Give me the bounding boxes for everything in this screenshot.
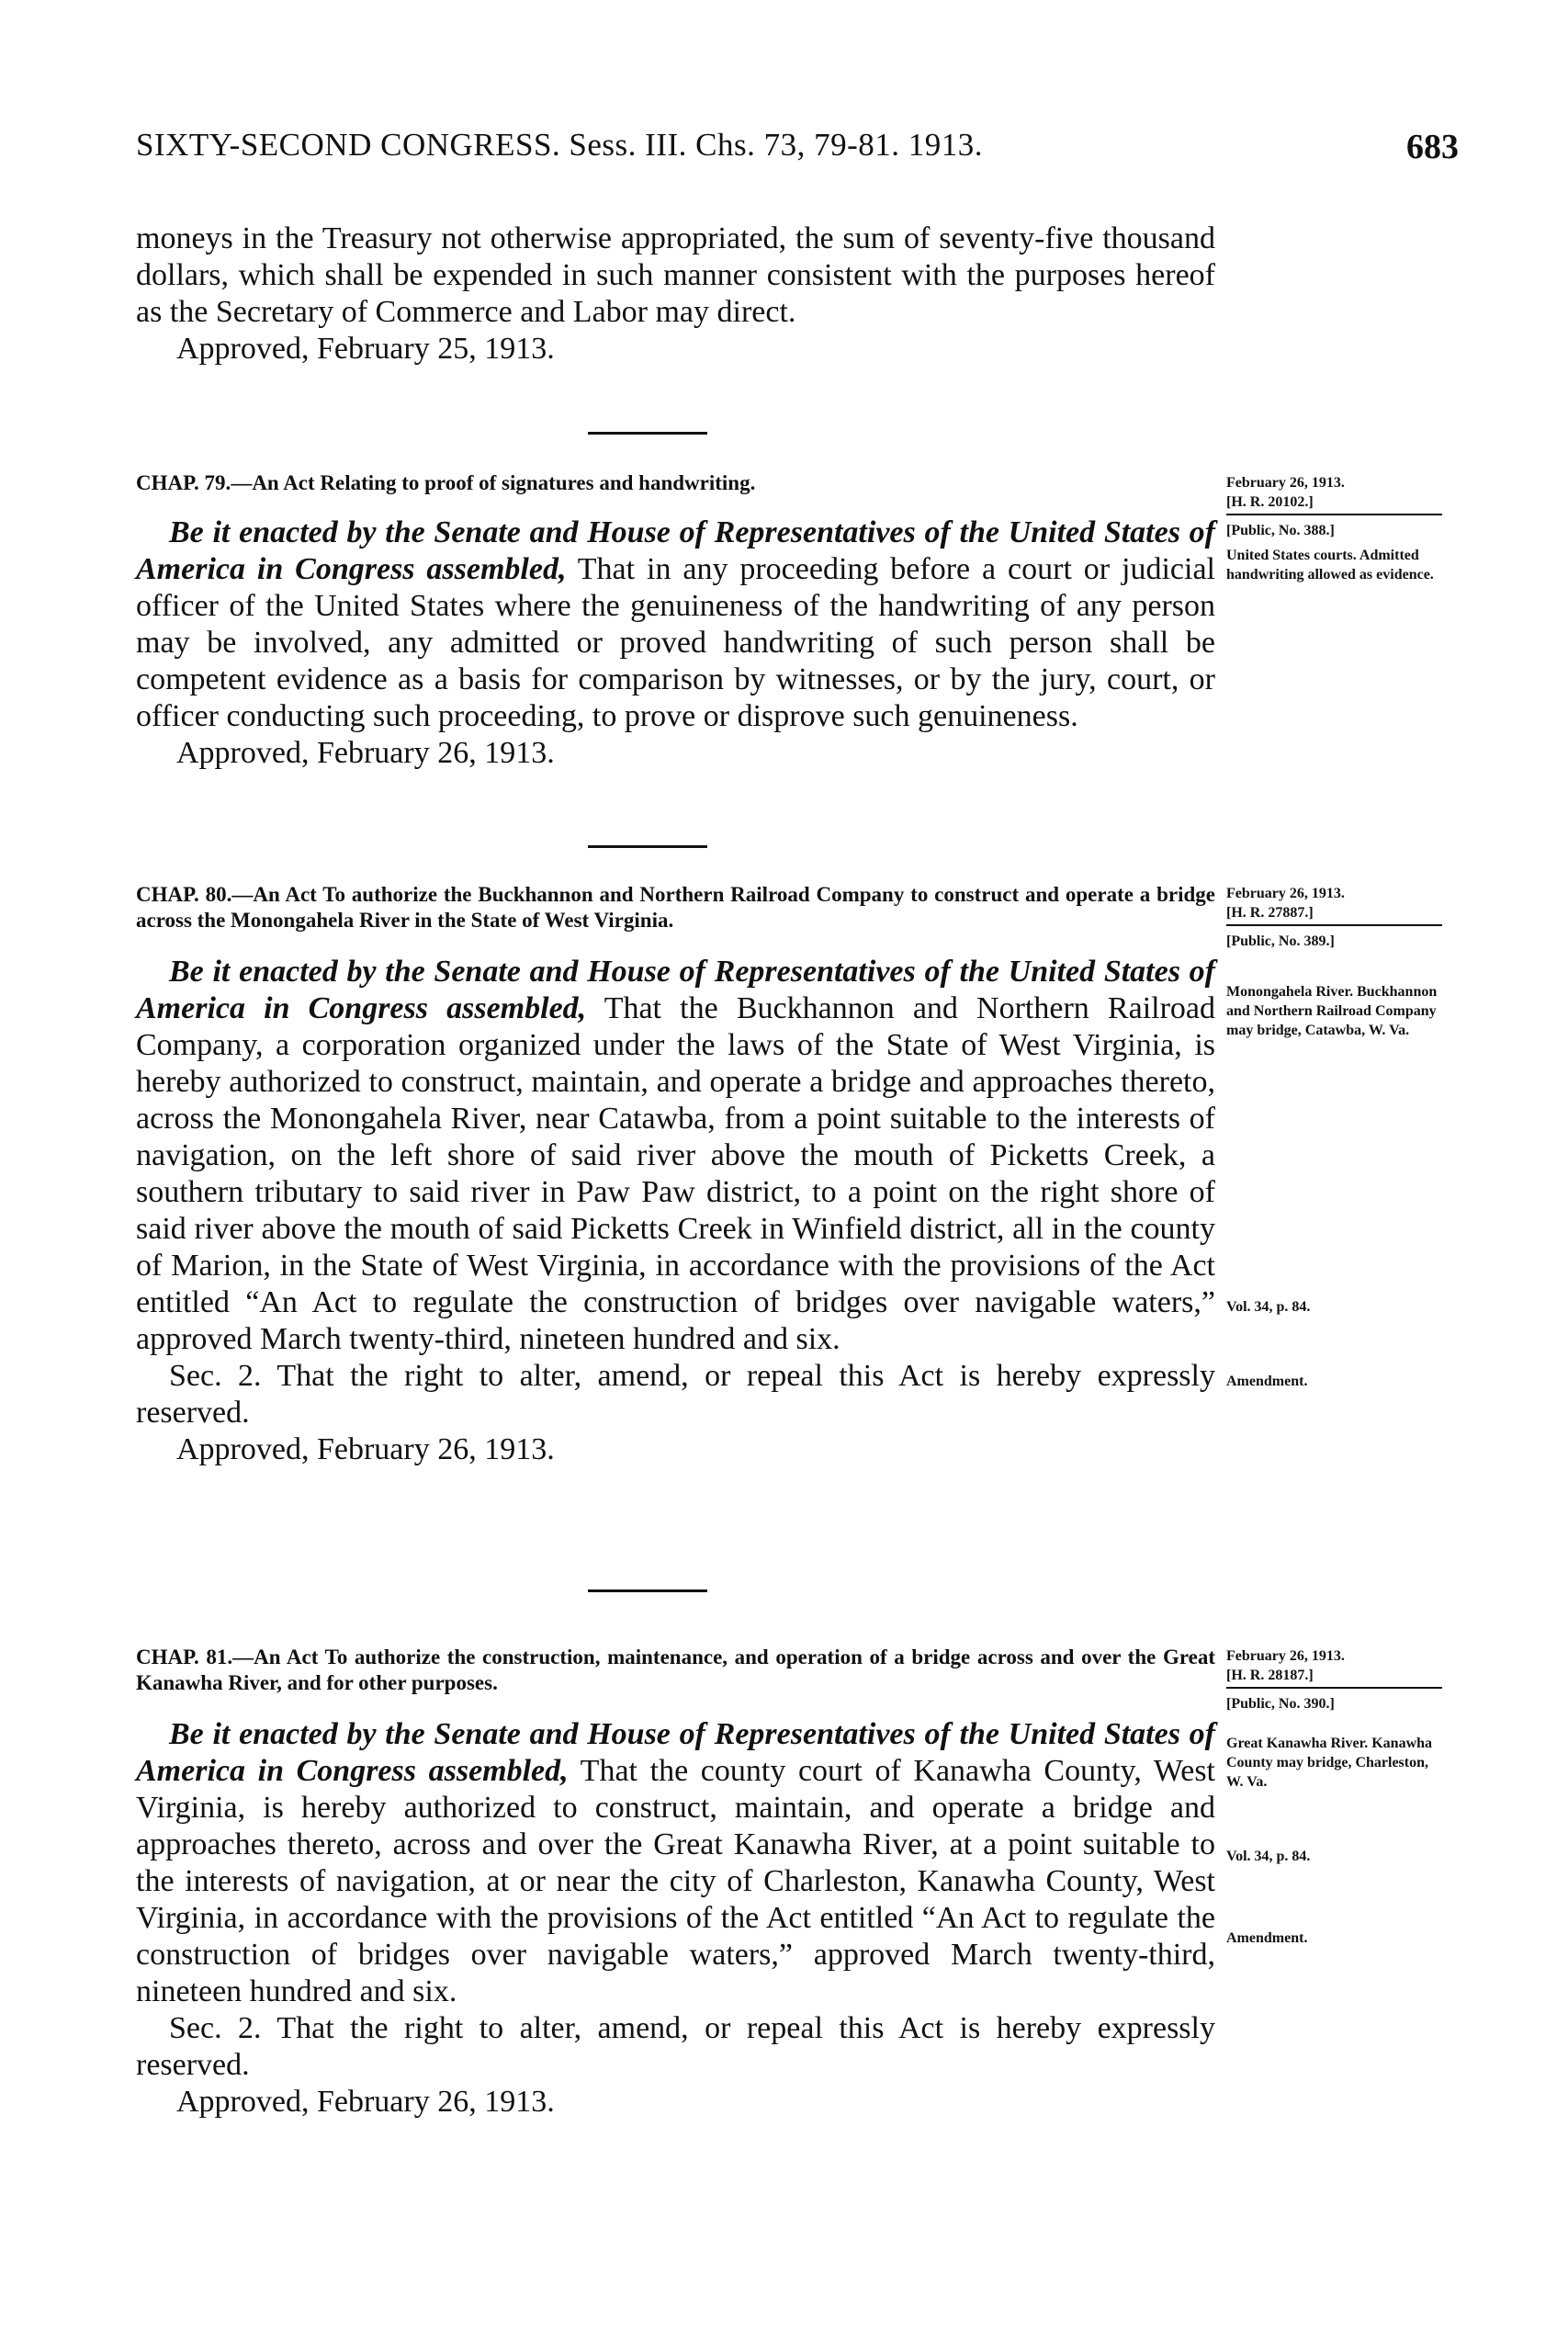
margin-notes-81	[1226, 1646, 1442, 1948]
margin-date: February 26, 1913.	[1226, 475, 1345, 491]
section-2: Sec. 2. That the right to alter, amend, or repeal this Act is hereby expressly reserved.	[136, 1359, 1215, 1430]
section-divider	[588, 845, 707, 848]
chapter-approved: Approved, February 26, 1913.	[176, 2085, 555, 2119]
margin-note: United States courts. Admitted handwriting allowed as evidence.	[1226, 548, 1434, 582]
enacting-paragraph: Be it enacted by the Senate and House of Representatives of the United States of America in Congress assembled, That the Buckhannon and Northern Railroad Company, a corporation organized under the laws of the State of West Virginia, is hereby authorized to construct, maintain, and operate a bridge and approaches thereto, across the Monongahela River, near Catawba, from a point suitable to the interests of navigation, on the left shore of said river above the mouth of Picketts Creek, a southern tributary to said river in Paw Paw district, to a point on the right shore of said river above the mouth of said Picketts Creek in Winfield district, all in the county of Marion, in the State of West Virginia, in accordance with the provisions of the Act entitled “An Act to regulate the construction of bridges over navigable waters,” approved March twenty-third, nineteen hundred and six.	[136, 955, 1215, 1356]
chapter-81	[136, 1645, 1215, 2121]
margin-note: Monongahela River. Buckhannon and Northern Railroad Company may bridge, Catawba, W. Va.	[1226, 984, 1438, 1038]
margin-date: February 26, 1913.	[1226, 886, 1345, 901]
margin-volume-ref: Vol. 34, p. 84.	[1226, 1849, 1311, 1864]
enacting-paragraph: Be it enacted by the Senate and House of Representatives of the United States of America in Congress assembled, That in any proceeding before a court or judicial officer of the United States where the genuineness of the handwriting of any person may be involved, any admitted or proved handwriting of such person shall be competent evidence as a basis for comparison by witnesses, or by the jury, court, or officer conducting such proceeding, to prove or disprove such genuineness.	[136, 515, 1215, 733]
page-header	[136, 127, 1459, 173]
margin-notes-79	[1226, 473, 1442, 584]
running-head: SIXTY-SECOND CONGRESS. Sess. III. Chs. 73, 79-81. 1913.	[136, 127, 983, 163]
margin-amendment: Amendment.	[1226, 1374, 1308, 1389]
chapter-approved: Approved, February 26, 1913.	[176, 736, 555, 770]
chapter-79	[136, 470, 1215, 772]
margin-public-law: [Public, No. 390.]	[1226, 1696, 1335, 1712]
chapter-80	[136, 882, 1215, 1468]
margin-date: February 26, 1913.	[1226, 1648, 1345, 1664]
margin-bill: [H. R. 28187.]	[1226, 1666, 1442, 1689]
margin-note: Great Kanawha River. Kanawha County may bridge, Charleston, W. Va.	[1226, 1736, 1433, 1790]
page-number: 683	[1406, 128, 1459, 166]
intro-approved: Approved, February 25, 1913.	[176, 332, 555, 366]
margin-public-law: [Public, No. 389.]	[1226, 933, 1335, 949]
chapter-title: CHAP. 81.—An Act To authorize the construction, maintenance, and operation of a bridge across and over the Great Kanawha River, and for other purposes.	[136, 1646, 1215, 1694]
intro-paragraph: moneys in the Treasury not otherwise appropriated, the sum of seventy-five thousand dollars, which shall be expended in such manner consistent with the purposes hereof as the Secretary of Commerce and Labor may direct.	[136, 221, 1215, 329]
margin-public-law: [Public, No. 388.]	[1226, 523, 1335, 538]
intro-block	[136, 221, 1215, 368]
section-2: Sec. 2. That the right to alter, amend, or repeal this Act is hereby expressly reserved.	[136, 2011, 1215, 2082]
chapter-approved: Approved, February 26, 1913.	[176, 1432, 555, 1466]
margin-bill: [H. R. 20102.]	[1226, 492, 1442, 515]
enacting-paragraph: Be it enacted by the Senate and House of Representatives of the United States of America in Congress assembled, That the county court of Kanawha County, West Virginia, is hereby authorized to construct, maintain, and operate a bridge and approaches thereto, across and over the Great Kanawha River, at a point suitable to the interests of navigation, at or near the city of Charleston, Kanawha County, West Virginia, in accordance with the provisions of the Act entitled “An Act to regulate the construction of bridges over navigable waters,” approved March twenty-third, nineteen hundred and six.	[136, 1717, 1216, 2008]
margin-amendment: Amendment.	[1226, 1930, 1308, 1946]
margin-bill: [H. R. 27887.]	[1226, 903, 1442, 926]
chapter-title: CHAP. 80.—An Act To authorize the Buckhannon and Northern Railroad Company to construct and operate a bridge across the Monongahela River in the State of West Virginia.	[136, 883, 1215, 932]
section-divider	[588, 1589, 707, 1592]
section-divider	[588, 432, 707, 435]
margin-volume-ref: Vol. 34, p. 84.	[1226, 1299, 1311, 1315]
chapter-title: CHAP. 79.—An Act Relating to proof of signatures and handwriting.	[136, 471, 756, 494]
margin-notes-80	[1226, 884, 1442, 1391]
